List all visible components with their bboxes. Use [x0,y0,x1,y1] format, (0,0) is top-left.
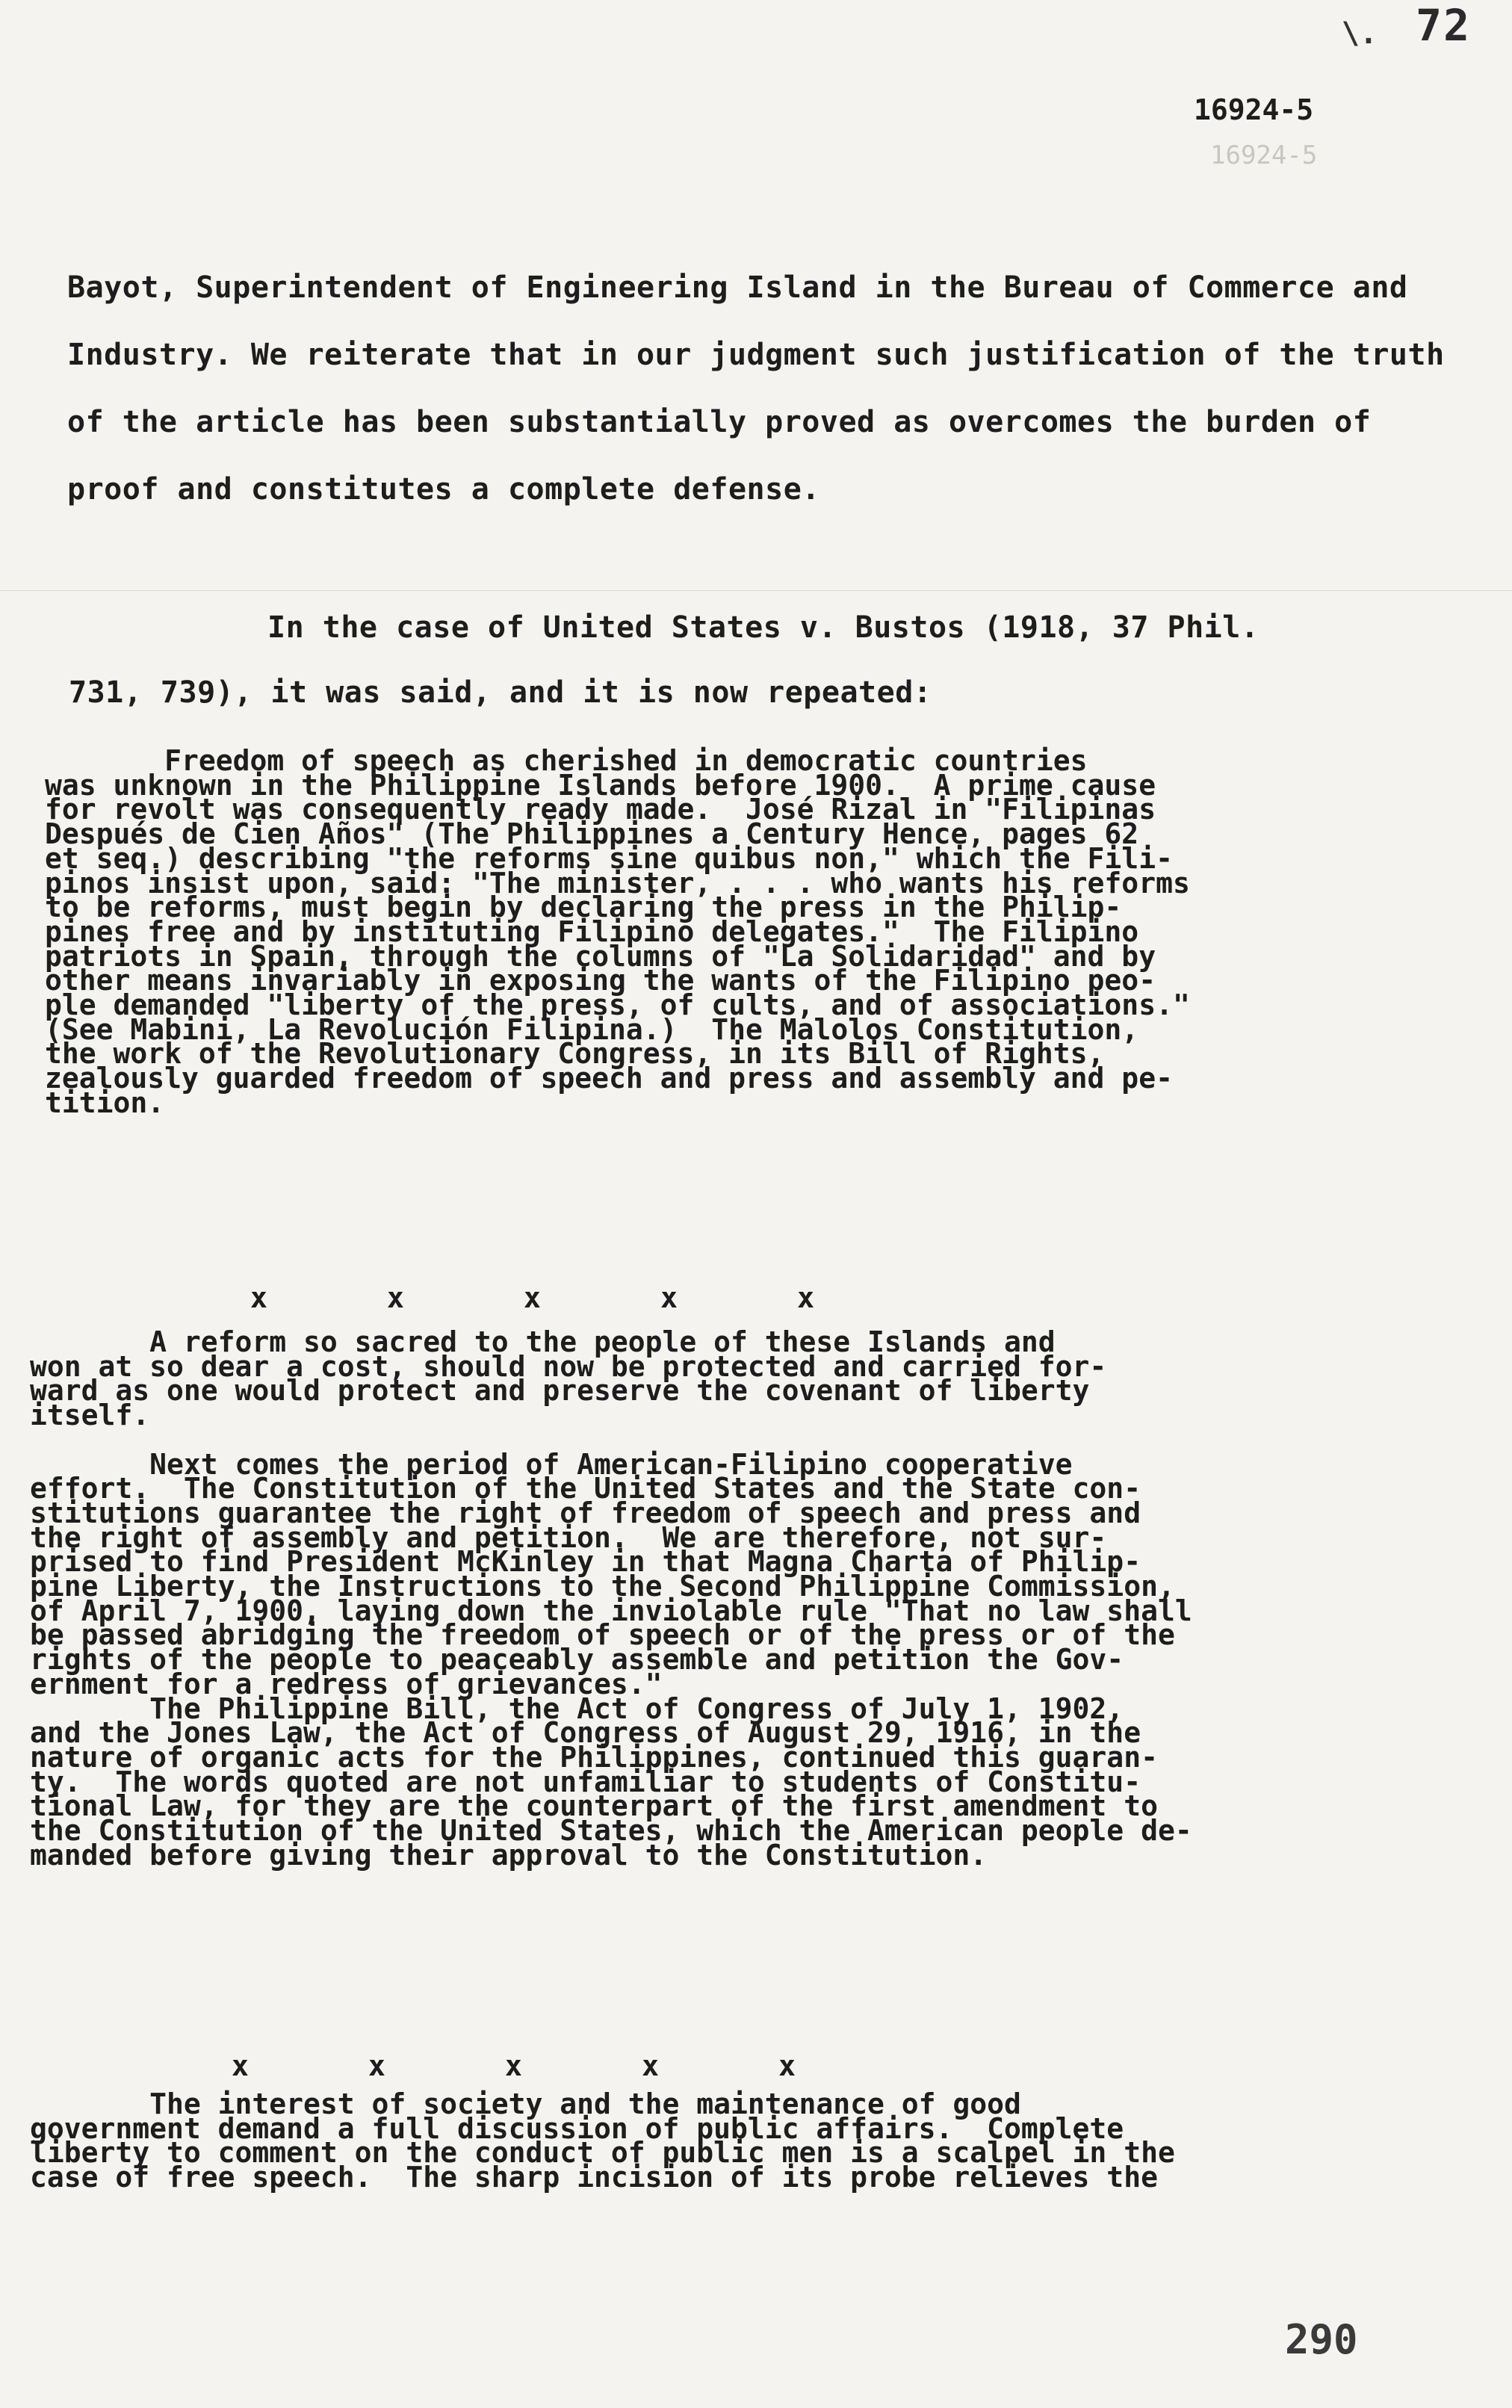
quote-line: tition. [45,1086,165,1119]
quote-line: other means invariably in exposing the wants of the Filipino peo- [45,964,1156,997]
quote-line: tional Law, for they are the counterpart of the first amendment to [30,1789,1158,1823]
quote-line: stitutions guarantee the right of freedom of speech and press and [30,1496,1141,1529]
quote-line: ernment for a redress of grievances." [30,1667,663,1700]
quote-line: of April 7, 1900, laying down the inviolable rule "That no law shall [30,1594,1192,1627]
quote-line: won at so dear a cost, should now be protected and carried for- [30,1349,1107,1383]
quote-line: ty. The words quoted are not unfamiliar to students of Constitu- [30,1765,1141,1798]
quote-line: prised to find President McKinley in that Magna Charta of Philip- [30,1545,1141,1579]
quote-block-reform-sacred [30,1325,1192,1916]
quote-line: the Constitution of the United States, which the American people de- [30,1814,1192,1847]
quote-line: manded before giving their approval to the Constitution. [30,1838,988,1872]
quote-line: itself. [30,1399,150,1432]
quote-line: the right of assembly and petition. We are therefore, not sur- [30,1520,1107,1554]
corner-tick-mark: \. [1341,16,1378,51]
quote-line: (See Mabini, La Revolución Filipina.) The Malolos Constitution, [45,1012,1139,1046]
quote-line: to be reforms, must begin by declaring the press in the Philip- [45,891,1122,924]
quote-line: case of free speech. The sharp incision of its probe relieves the [30,2161,1158,2194]
document-number: 16924-5 [1194,93,1314,126]
corner-page-number: 72 [1416,0,1471,51]
ellipsis-separator: x x x x x [250,1281,814,1314]
quote-line: rights of the people to peaceably assemble and petition the Gov- [30,1643,1124,1677]
quote-line: et seq.) describing "the reforms sine quibus non," which the Fili- [45,841,1173,875]
quote-line: A reform so sacred to the people of these Islands and [30,1325,1056,1358]
quote-line: patriots in Spain, through the columns of "La Solidaridad" and by [45,939,1156,973]
ghost-document-number: 16924-5 [1210,140,1318,170]
quote-line: Freedom of speech as cherished in democratic countries [45,744,1088,777]
ellipsis-separator: x x x x x [232,2049,796,2082]
paragraph-bustos-line1: In the case of United States v. Bustos (1918, 37 Phil. [267,610,1260,645]
quote-line: the work of the Revolutionary Congress, in its Bill of Rights, [45,1037,1105,1071]
quote-line: and the Jones Law, the Act of Congress of August 29, 1916, in the [30,1716,1141,1750]
quote-line: Next comes the period of American-Filipino cooperative [30,1447,1073,1481]
quote-line: pinos insist upon, said: "The minister, . . . who wants his reforms [45,866,1190,900]
quote-block-interest-of-society [30,2087,1175,2238]
quote-line: effort. The Constitution of the United States and the State con- [30,1472,1141,1505]
quote-line: Después de Cien Años" (The Philippines a Century Hence, pages 62 [45,817,1139,851]
quote-block-freedom-of-speech [45,744,1190,1164]
quote-line: ple demanded "liberty of the press, of cults, and of associations." [45,988,1190,1021]
quote-line: The Philippine Bill, the Act of Congress of July 1, 1902, [30,1692,1124,1725]
quote-line: for revolt was consequently ready made. José Rizal in "Filipinas [45,793,1156,826]
quote-line: pine Liberty, the Instructions to the Second Philippine Commission, [30,1570,1175,1603]
quote-line: pines free and by instituting Filipino delegates." The Filipino [45,914,1139,948]
quote-line: ward as one would protect and preserve the covenant of liberty [30,1374,1090,1408]
paragraph-bustos-line2: 731, 739), it was said, and it is now repeated: [69,675,932,710]
scan-line [0,590,1512,591]
quote-line: zealously guarded freedom of speech and press and assembly and pe- [45,1062,1173,1095]
quote-line: government demand a full discussion of public affairs. Complete [30,2111,1124,2145]
quote-line: The interest of society and the maintenance of good [30,2087,1021,2120]
quote-line: was unknown in the Philippine Islands before 1900. A prime cause [45,768,1156,802]
page-number: 290 [1285,2316,1358,2363]
quote-line: nature of organic acts for the Philippines, continued this guaran- [30,1740,1158,1774]
paragraph-bayot: Bayot, Superintendent of Engineering Island in the Bureau of Commerce and Industry. We reiterate that in our judgment such justification of the truth of the article has been substantially proved as overcomes the burden of proof and constitutes a complete defense. [67,270,1445,507]
quote-line: be passed abridging the freedom of speech or of the press or of the [30,1618,1175,1652]
quote-line: liberty to comment on the conduct of public men is a scalpel in the [30,2136,1175,2170]
